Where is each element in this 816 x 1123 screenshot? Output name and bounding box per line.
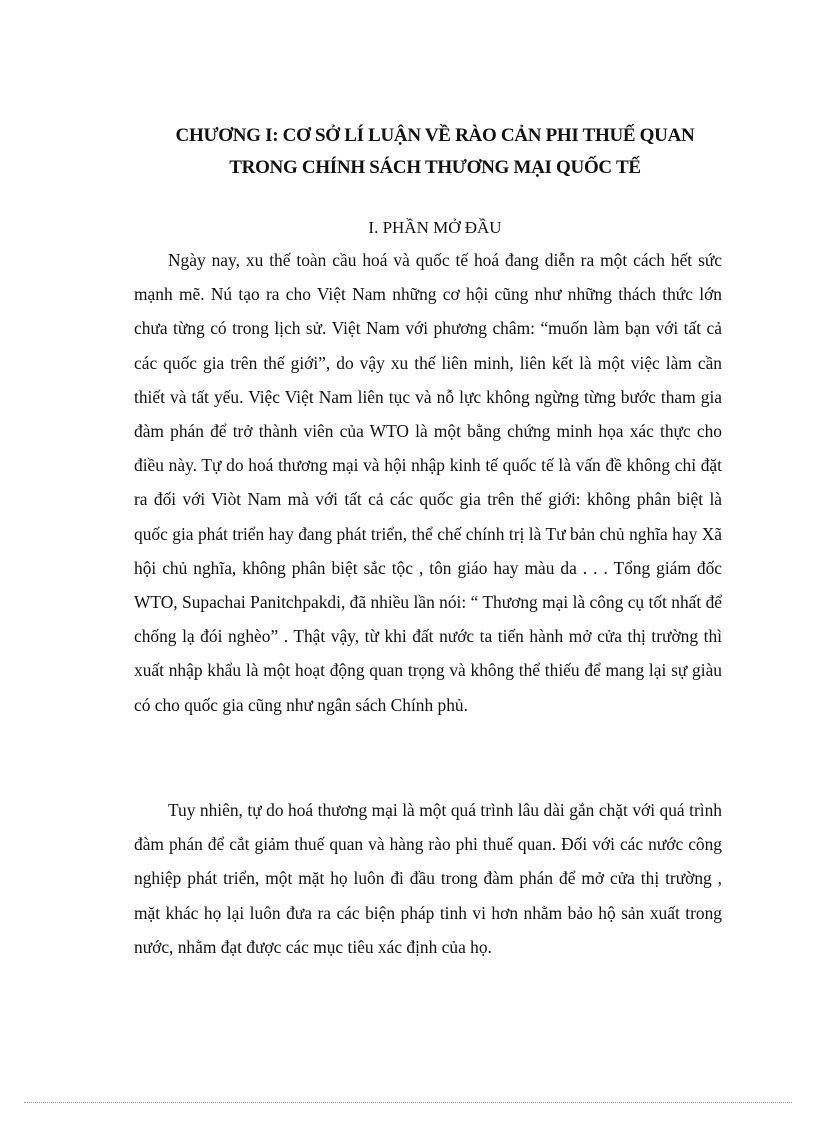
chapter-title (95, 120, 775, 184)
chapter-title-line-2: TRONG CHÍNH SÁCH THƯƠNG MẠI QUỐC TẾ (229, 157, 641, 178)
section-heading: I. PHẦN MỞ ĐẦU (368, 218, 502, 237)
paragraph-trade-liberalization: Tuy nhiên, tự do hoá thương mại là một quá trình lâu dài gắn chặt với quá trình đàm phán để cắt giảm thuế quan và hàng rào phi thuế quan. Đối với các nước công nghiệp phát triển, một mặt họ luôn đi đầu trong đàm phán để mở cửa thị trường , mặt khác họ lại luôn đưa ra các biện pháp tinh vi hơn nhằm bảo hộ sản xuất trong nước, nhằm đạt được các mục tiêu xác định của họ. (134, 800, 722, 957)
paragraph-introduction: Ngày nay, xu thế toàn cầu hoá và quốc tế hoá đang diễn ra một cách hết sức mạnh mẽ. Nú tạo ra cho Việt Nam những cơ hội cũng như những thách thức lớn chưa từng có trong lịch sử. Việt Nam với phương châm: “muốn làm bạn với tất cả các quốc gia trên thế giới”, do vậy xu thế liên minh, liên kết là một việc làm cần thiết và tất yếu. Việc Việt Nam liên tục và nỗ lực không ngừng từng bước tham gia đàm phán để trở thành viên của WTO là một bằng chứng minh họa xác thực cho điều này. Tự do hoá thương mại và hội nhập kinh tế quốc tế là vấn đề không chỉ đặt ra đối với Viòt Nam mà với tất cả các quốc gia trên thế giới: không phân biệt là quốc gia phát triển hay đang phát triển, thể chế chính trị là Tư bản chủ nghĩa hay Xã hội chủ nghĩa, không phân biệt sắc tộc , tôn giáo hay màu da . . . Tổng giám đốc WTO, Supachai Panitchpakdi, đã nhiều lần nói: “ Thương mại là công cụ tốt nhất để chống lạ đói nghèo” . Thật vậy, từ khi đất nước ta tiến hành mở cửa thị trường thì xuất nhập khẩu là một hoạt động quan trọng và không thể thiếu để mang lại sự giàu có cho quốc gia cũng như ngân sách Chính phủ. (134, 250, 722, 715)
page-bottom-rule (24, 1102, 792, 1103)
chapter-title-line-1: CHƯƠNG I: CƠ SỞ LÍ LUẬN VỀ RÀO CẢN PHI THUẾ QUAN (175, 125, 695, 146)
